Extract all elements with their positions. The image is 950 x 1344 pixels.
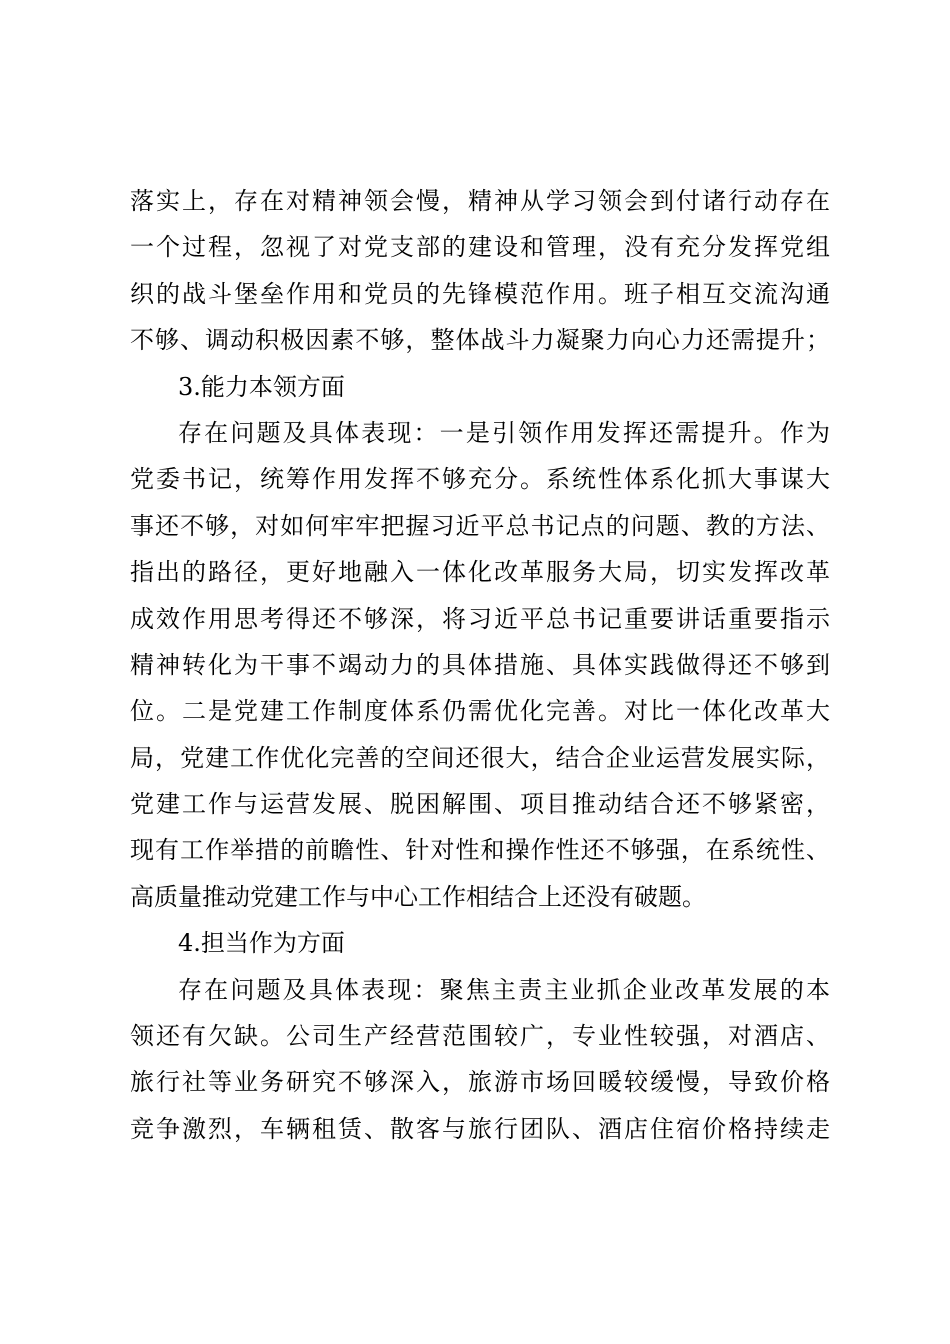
- text-line: 竞争激烈，车辆租赁、散客与旅行团队、酒店住宿价格持续走: [130, 1114, 830, 1143]
- text-line: 不够、调动积极因素不够，整体战斗力凝聚力向心力还需提升；: [130, 326, 830, 355]
- text-line: 领还有欠缺。公司生产经营范围较广，专业性较强，对酒店、: [130, 1022, 830, 1051]
- text-line: 一个过程，忽视了对党支部的建设和管理，没有充分发挥党组: [130, 233, 830, 262]
- text-line: 指出的路径，更好地融入一体化改革服务大局，切实发挥改革: [130, 558, 830, 587]
- section-heading-3: 3.能力本领方面: [178, 372, 345, 401]
- paragraph-4: [130, 967, 830, 1153]
- text-line: 存在问题及具体表现：聚焦主责主业抓企业改革发展的本: [178, 975, 830, 1004]
- text-line: 存在问题及具体表现：一是引领作用发挥还需提升。作为: [178, 418, 830, 447]
- section-heading-4: 4.担当作为方面: [178, 929, 345, 958]
- text-line: 局，党建工作优化完善的空间还很大，结合企业运营发展实际，: [130, 743, 830, 772]
- text-line: 织的战斗堡垒作用和党员的先锋模范作用。班子相互交流沟通: [130, 279, 830, 308]
- text-line: 党建工作与运营发展、脱困解围、项目推动结合还不够紧密，: [130, 790, 830, 819]
- text-line: 高质量推动党建工作与中心工作相结合上还没有破题。: [130, 882, 706, 911]
- text-line: 现有工作举措的前瞻性、针对性和操作性还不够强，在系统性、: [130, 836, 830, 865]
- text-line: 位。二是党建工作制度体系仍需优化完善。对比一体化改革大: [130, 697, 830, 726]
- paragraph-continued: [130, 178, 830, 364]
- text-line: 事还不够，对如何牢牢把握习近平总书记点的问题、教的方法、: [130, 511, 830, 540]
- text-line: 党委书记，统筹作用发挥不够充分。系统性体系化抓大事谋大: [130, 465, 830, 494]
- text-line: 成效作用思考得还不够深，将习近平总书记重要讲话重要指示: [130, 604, 830, 633]
- text-line: 精神转化为干事不竭动力的具体措施、具体实践做得还不够到: [130, 650, 830, 679]
- text-line: 落实上，存在对精神领会慢，精神从学习领会到付诸行动存在: [130, 187, 830, 215]
- paragraph-3: [130, 410, 830, 920]
- text-line: 旅行社等业务研究不够深入，旅游市场回暖较缓慢，导致价格: [130, 1068, 830, 1097]
- document-body: [130, 178, 830, 1152]
